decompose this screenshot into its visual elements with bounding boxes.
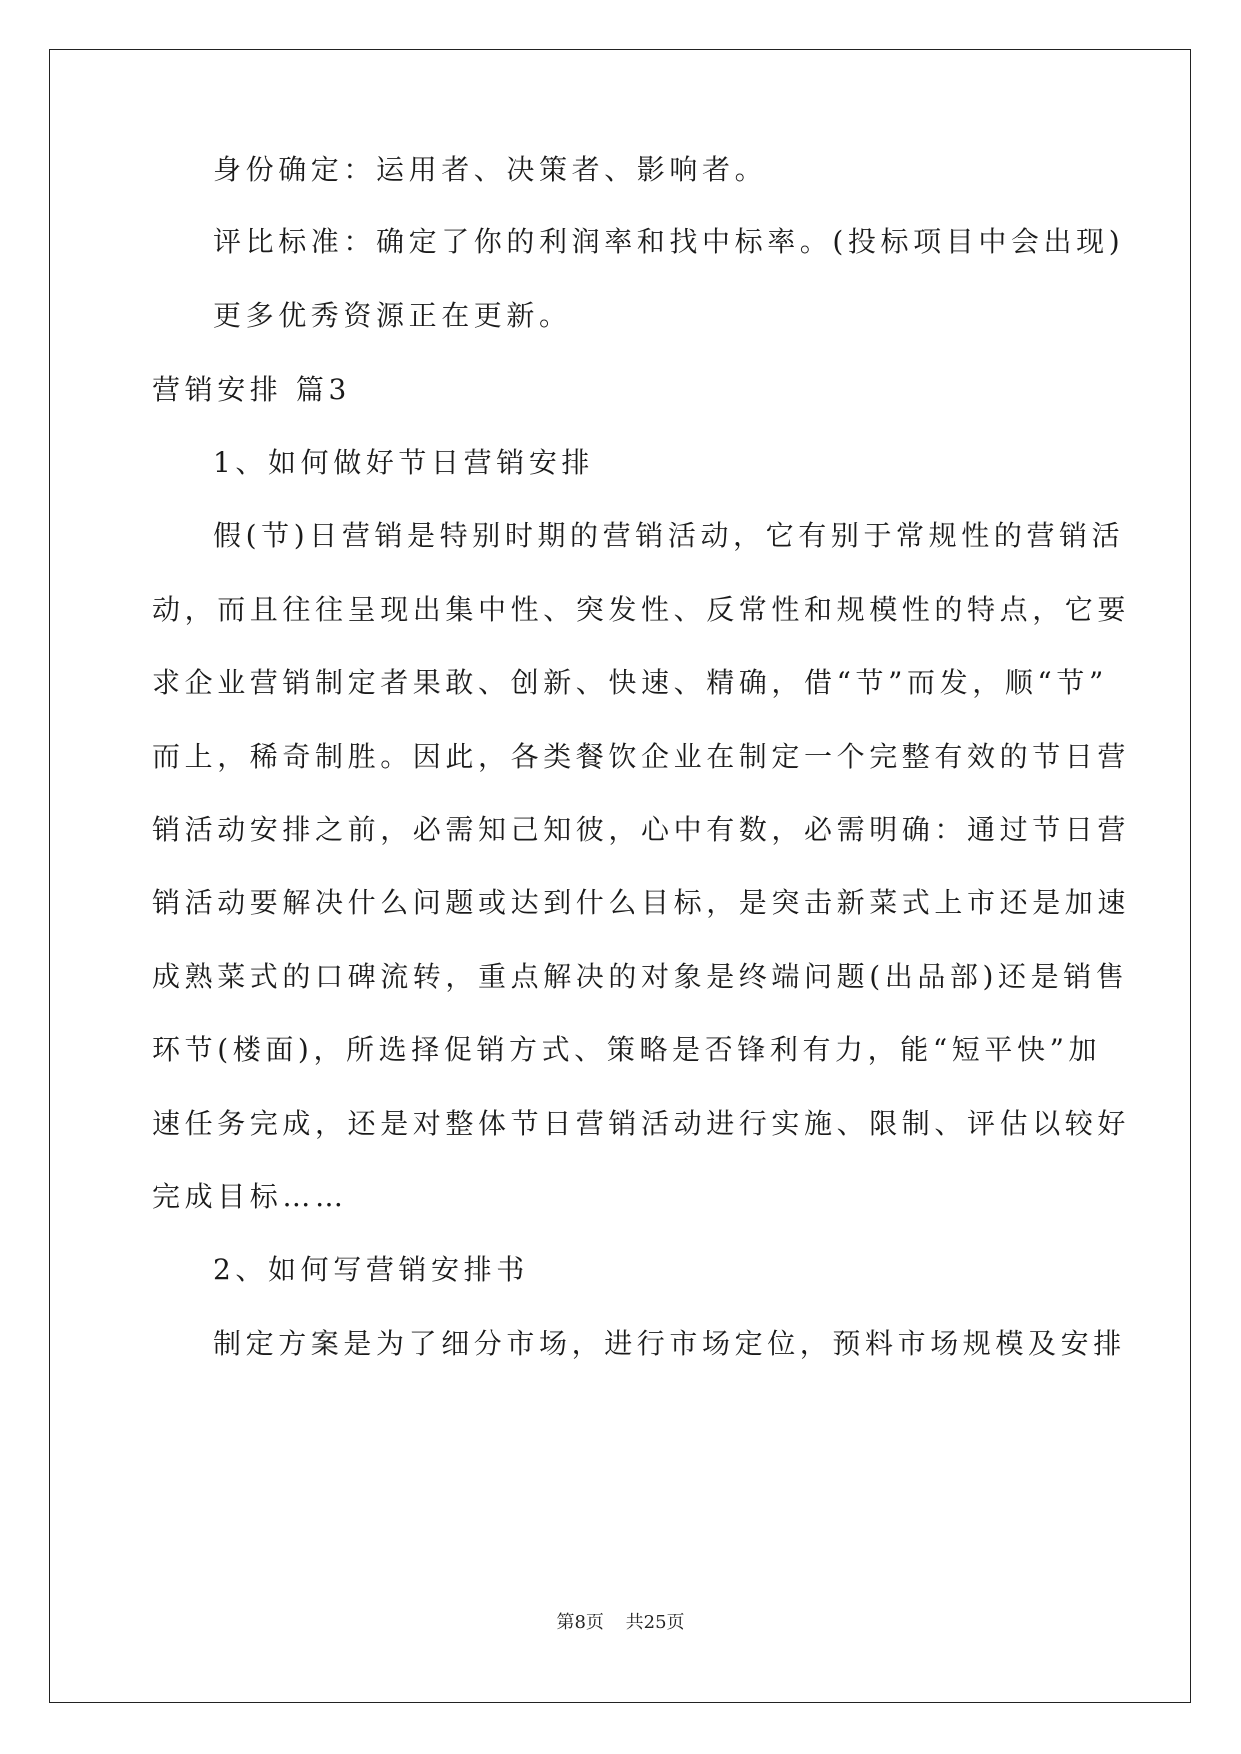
- paragraph-line: 求企业营销制定者果敢、创新、快速、精确，借“节”而发，顺“节”: [152, 666, 1108, 699]
- section-heading: 营销安排 篇3: [152, 373, 351, 406]
- subsection-heading: 2、如何写营销安排书: [213, 1253, 529, 1286]
- paragraph-line: 销活动安排之前，必需知己知彼，心中有数，必需明确：通过节日营: [152, 813, 1131, 846]
- paragraph-line: 而上，稀奇制胜。因此，各类餐饮企业在制定一个完整有效的节日营: [152, 740, 1131, 773]
- paragraph-line: 速任务完成，还是对整体节日营销活动进行实施、限制、评估以较好: [152, 1107, 1131, 1140]
- page-footer: [0, 1608, 1241, 1634]
- page-number: 第8页: [556, 1612, 604, 1633]
- paragraph-line: 制定方案是为了细分市场，进行市场定位，预料市场规模及安排: [213, 1327, 1126, 1360]
- paragraph-line: 环节(楼面)，所选择促销方式、策略是否锋利有力，能“短平快”加: [152, 1033, 1102, 1066]
- paragraph-line: 假(节)日营销是特别时期的营销活动，它有别于常规性的营销活: [213, 519, 1125, 552]
- paragraph-line: 动，而且往往呈现出集中性、突发性、反常性和规模性的特点，它要: [152, 593, 1131, 626]
- subsection-heading: 1、如何做好节日营销安排: [213, 446, 595, 479]
- page-total: 共25页: [625, 1612, 685, 1633]
- paragraph-line: 评比标准：确定了你的利润率和找中标率。(投标项目中会出现): [213, 225, 1125, 258]
- paragraph-line: 成熟菜式的口碑流转，重点解决的对象是终端问题(出品部)还是销售: [152, 960, 1129, 993]
- paragraph-line: 更多优秀资源正在更新。: [213, 299, 572, 332]
- paragraph-line: 销活动要解决什么问题或达到什么目标，是突击新菜式上市还是加速: [152, 886, 1131, 919]
- paragraph-line: 完成目标……: [152, 1180, 348, 1213]
- paragraph-line: 身份确定：运用者、决策者、影响者。: [213, 153, 768, 186]
